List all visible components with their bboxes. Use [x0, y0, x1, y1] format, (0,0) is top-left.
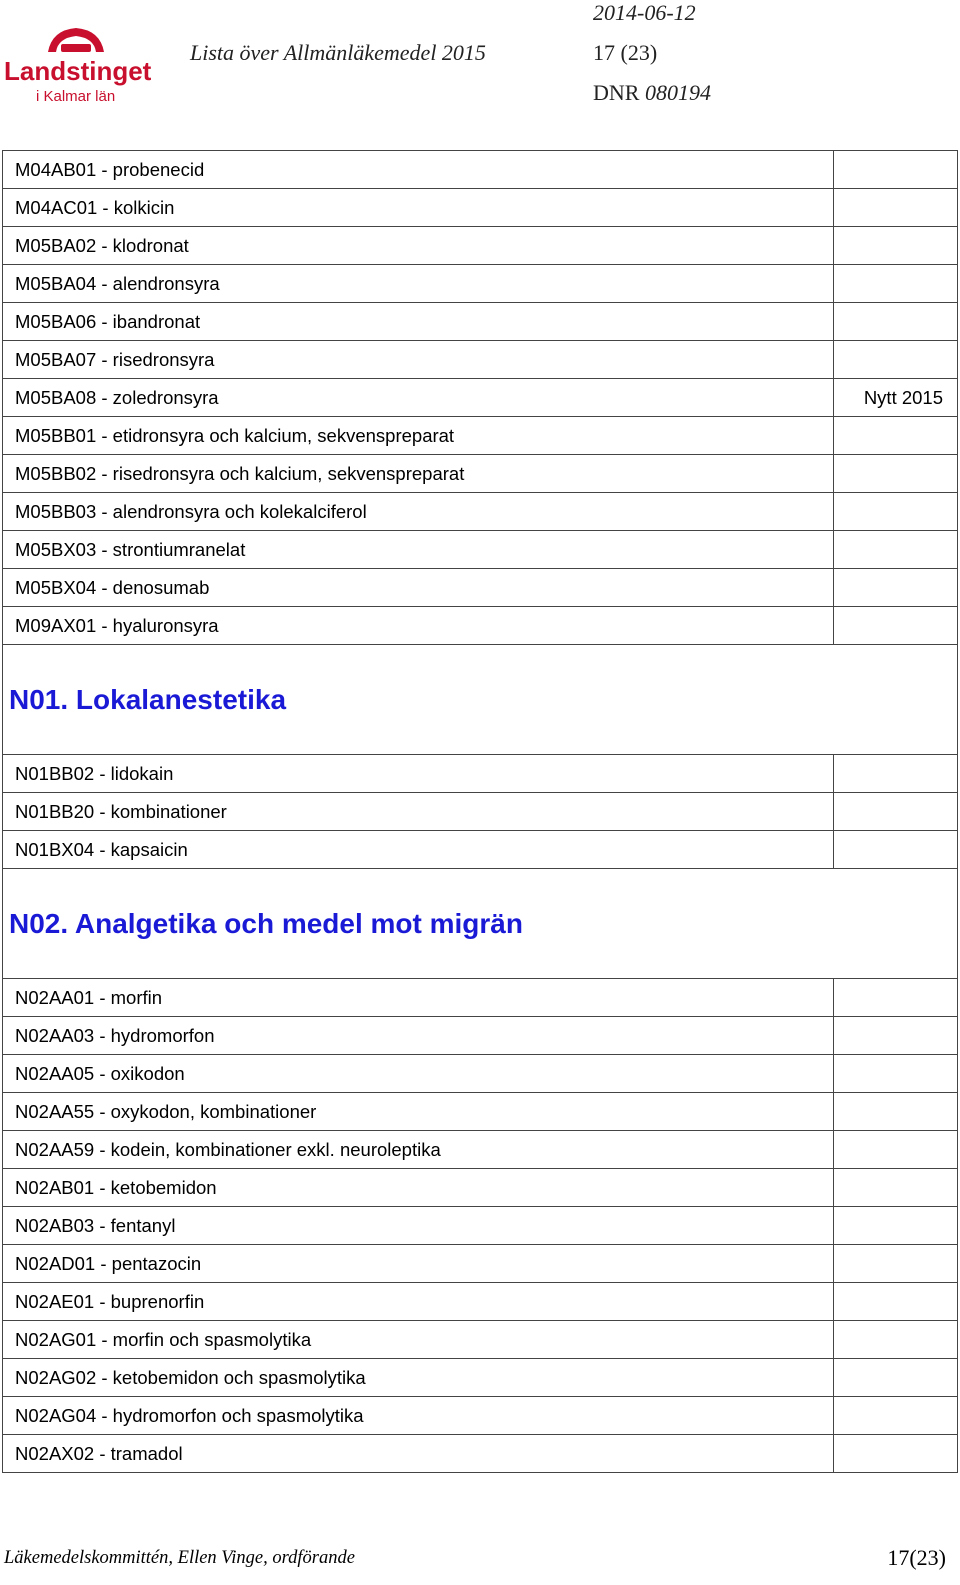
logo-sub: i Kalmar län [36, 88, 116, 105]
drug-note [834, 1283, 958, 1321]
drug-note [834, 1017, 958, 1055]
drug-note [834, 831, 958, 869]
drug-row [3, 151, 958, 189]
drug-note [834, 265, 958, 303]
drug-name: M04AB01 - probenecid [3, 151, 834, 189]
drug-name: N02AB01 - ketobemidon [3, 1169, 834, 1207]
drug-name: N02AE01 - buprenorfin [3, 1283, 834, 1321]
drug-name: N02AG01 - morfin och spasmolytika [3, 1321, 834, 1359]
drug-name: N02AA55 - oxykodon, kombinationer [3, 1093, 834, 1131]
drug-note [834, 1359, 958, 1397]
drug-row [3, 1283, 958, 1321]
drug-note [834, 227, 958, 265]
drug-row [3, 455, 958, 493]
drug-row [3, 1245, 958, 1283]
drug-row [3, 793, 958, 831]
drug-name: M09AX01 - hyaluronsyra [3, 607, 834, 645]
drug-row [3, 979, 958, 1017]
drug-note [834, 1131, 958, 1169]
dnr-value: 080194 [644, 80, 711, 105]
drug-note [834, 607, 958, 645]
drug-row [3, 189, 958, 227]
drug-name: M05BB01 - etidronsyra och kalcium, sekvenspreparat [3, 417, 834, 455]
drug-row [3, 1055, 958, 1093]
drug-row [3, 755, 958, 793]
drug-row [3, 417, 958, 455]
drug-name: N01BX04 - kapsaicin [3, 831, 834, 869]
footer-committee: Läkemedelskommittén, Ellen Vinge, ordförande [4, 1548, 355, 1568]
drug-name: N02AA01 - morfin [3, 979, 834, 1017]
section-heading: N01. Lokalanestetika [3, 645, 958, 755]
drug-note [834, 1397, 958, 1435]
drug-note [834, 1055, 958, 1093]
drug-row [3, 1321, 958, 1359]
drug-note: Nytt 2015 [834, 379, 958, 417]
section-row [3, 869, 958, 979]
drug-row [3, 265, 958, 303]
drug-note [834, 1321, 958, 1359]
drug-note [834, 1207, 958, 1245]
dnr-label: DNR [593, 80, 640, 105]
landstinget-logo [4, 22, 154, 108]
logo-name: Landstinget [4, 56, 152, 86]
drug-row [3, 341, 958, 379]
drug-note [834, 531, 958, 569]
document-date: 2014-06-12 [593, 0, 696, 25]
section-row [3, 645, 958, 755]
drug-row [3, 303, 958, 341]
dnr-number [593, 80, 711, 106]
footer-page-number: 17(23) [887, 1545, 946, 1570]
drug-name: M05BA04 - alendronsyra [3, 265, 834, 303]
drug-note [834, 1169, 958, 1207]
logo-emblem [48, 28, 104, 52]
drug-note [834, 493, 958, 531]
drug-name: N02AX02 - tramadol [3, 1435, 834, 1473]
drug-note [834, 793, 958, 831]
drug-name: N02AG02 - ketobemidon och spasmolytika [3, 1359, 834, 1397]
drug-name: N01BB02 - lidokain [3, 755, 834, 793]
drug-row [3, 1093, 958, 1131]
drug-name: N01BB20 - kombinationer [3, 793, 834, 831]
drug-note [834, 1245, 958, 1283]
drug-name: N02AG04 - hydromorfon och spasmolytika [3, 1397, 834, 1435]
drug-note [834, 569, 958, 607]
drug-note [834, 189, 958, 227]
drug-name: M05BX04 - denosumab [3, 569, 834, 607]
section-heading: N02. Analgetika och medel mot migrän [3, 869, 958, 979]
drug-name: M05BA07 - risedronsyra [3, 341, 834, 379]
drug-note [834, 1093, 958, 1131]
drug-name: M05BB02 - risedronsyra och kalcium, sekvenspreparat [3, 455, 834, 493]
drug-name: M05BA08 - zoledronsyra [3, 379, 834, 417]
drug-name: N02AA05 - oxikodon [3, 1055, 834, 1093]
drug-row [3, 607, 958, 645]
drug-row [3, 227, 958, 265]
drug-row [3, 1017, 958, 1055]
drug-name: M05BB03 - alendronsyra och kolekalciferol [3, 493, 834, 531]
drug-note [834, 1435, 958, 1473]
drug-name: M05BX03 - strontiumranelat [3, 531, 834, 569]
drug-row [3, 831, 958, 869]
document-title: Lista över Allmänläkemedel 2015 [190, 40, 486, 65]
drug-note [834, 979, 958, 1017]
drug-row [3, 569, 958, 607]
drug-name: N02AB03 - fentanyl [3, 1207, 834, 1245]
drug-name: M05BA02 - klodronat [3, 227, 834, 265]
drug-note [834, 755, 958, 793]
drug-name: M05BA06 - ibandronat [3, 303, 834, 341]
drug-note [834, 341, 958, 379]
drug-row [3, 1435, 958, 1473]
drug-row [3, 1359, 958, 1397]
drug-row [3, 1169, 958, 1207]
drug-note [834, 303, 958, 341]
drug-name: M04AC01 - kolkicin [3, 189, 834, 227]
drug-note [834, 455, 958, 493]
drug-row [3, 493, 958, 531]
drug-row [3, 1131, 958, 1169]
drug-row [3, 379, 958, 417]
drug-note [834, 417, 958, 455]
drug-row [3, 531, 958, 569]
drug-name: N02AA03 - hydromorfon [3, 1017, 834, 1055]
drug-name: N02AD01 - pentazocin [3, 1245, 834, 1283]
drug-list-table [2, 150, 958, 1473]
drug-row [3, 1207, 958, 1245]
drug-note [834, 151, 958, 189]
drug-name: N02AA59 - kodein, kombinationer exkl. neuroleptika [3, 1131, 834, 1169]
drug-row [3, 1397, 958, 1435]
page-indicator: 17 (23) [593, 40, 658, 65]
